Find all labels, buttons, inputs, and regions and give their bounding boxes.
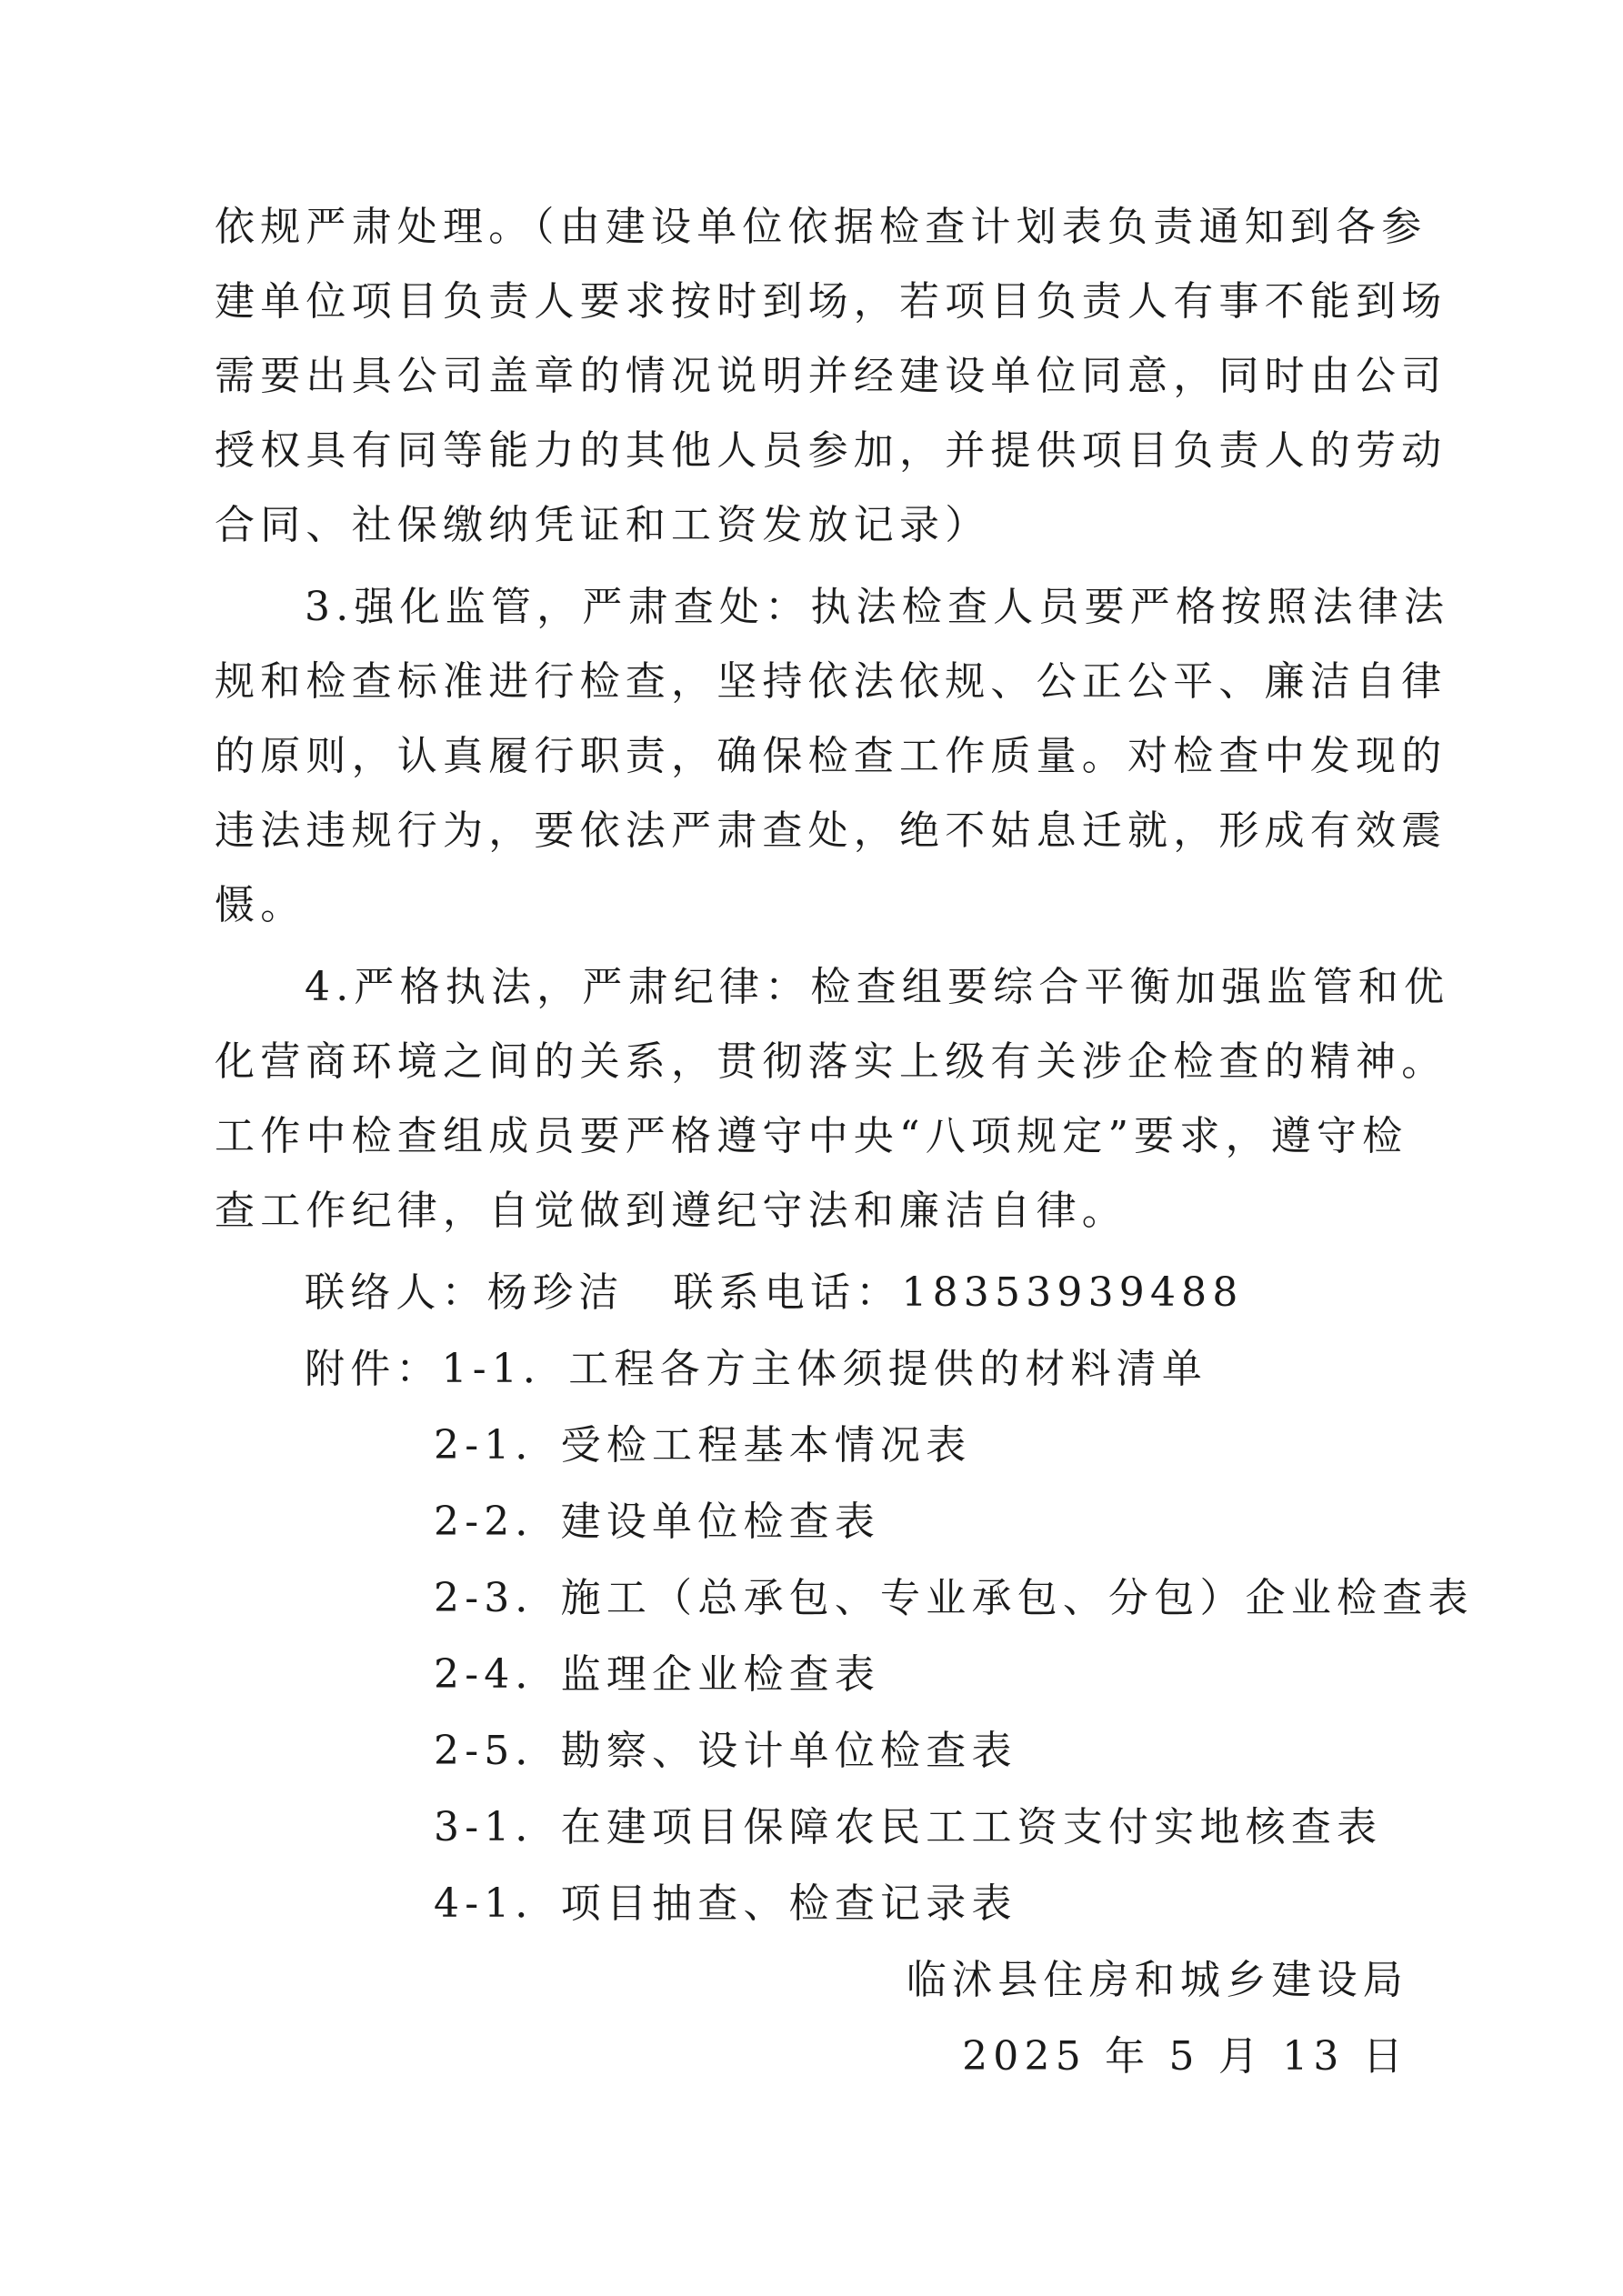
attachment-item: 2-4．监理企业检查表 [434,1651,881,1698]
contact-person: 联络人：杨珍洁 [305,1269,625,1316]
text-line: 的原则，认真履行职责，确保检查工作质量。对检查中发现的 [215,733,1448,779]
issue-date: 2025 年 5 月 13 日 [962,2033,1408,2080]
text-line: 3.强化监管，严肃查处：执法检查人员要严格按照法律法 [305,584,1450,630]
contact-phone: 联系电话：18353939488 [673,1269,1244,1316]
text-line: 依规严肃处理。（由建设单位依据检查计划表负责通知到各参 [215,204,1428,250]
attachment-item: 2-1．受检工程基本情况表 [434,1422,972,1469]
text-line: 合同、社保缴纳凭证和工资发放记录） [215,502,991,548]
contact-line [305,1268,1244,1318]
attachment-item: 3-1．在建项目保障农民工工资支付实地核查表 [434,1804,1383,1850]
attachment-item: 附件：1-1．工程各方主体须提供的材料清单 [305,1346,1208,1392]
text-line: 需要出具公司盖章的情况说明并经建设单位同意，同时由公司 [215,353,1448,399]
text-line: 化营商环境之间的关系，贯彻落实上级有关涉企检查的精神。 [215,1038,1448,1085]
text-line: 4.严格执法，严肃纪律：检查组要综合平衡加强监管和优 [305,964,1450,1010]
attachment-item: 2-2．建设单位检查表 [434,1499,881,1545]
attachment-item: 2-5．勘察、设计单位检查表 [434,1728,1017,1774]
text-line: 工作中检查组成员要严格遵守中央“八项规定”要求，遵守检 [215,1113,1408,1159]
text-line: 违法违规行为，要依法严肃查处，绝不姑息迁就，形成有效震 [215,807,1448,854]
text-line: 慑。 [215,882,306,928]
text-line: 规和检查标准进行检查，坚持依法依规、公正公平、廉洁自律 [215,658,1448,705]
attachment-item: 2-3．施工（总承包、专业承包、分包）企业检查表 [434,1575,1474,1621]
text-line: 建单位项目负责人要求按时到场，若项目负责人有事不能到场 [215,278,1448,325]
issuer-name: 临沭县住房和城乡建设局 [906,1957,1408,2003]
text-line: 查工作纪律，自觉做到遵纪守法和廉洁自律。 [215,1188,1127,1234]
attachment-item: 4-1．项目抽查、检查记录表 [434,1880,1017,1927]
text-line: 授权具有同等能力的其他人员参加，并提供项目负责人的劳动 [215,427,1448,474]
